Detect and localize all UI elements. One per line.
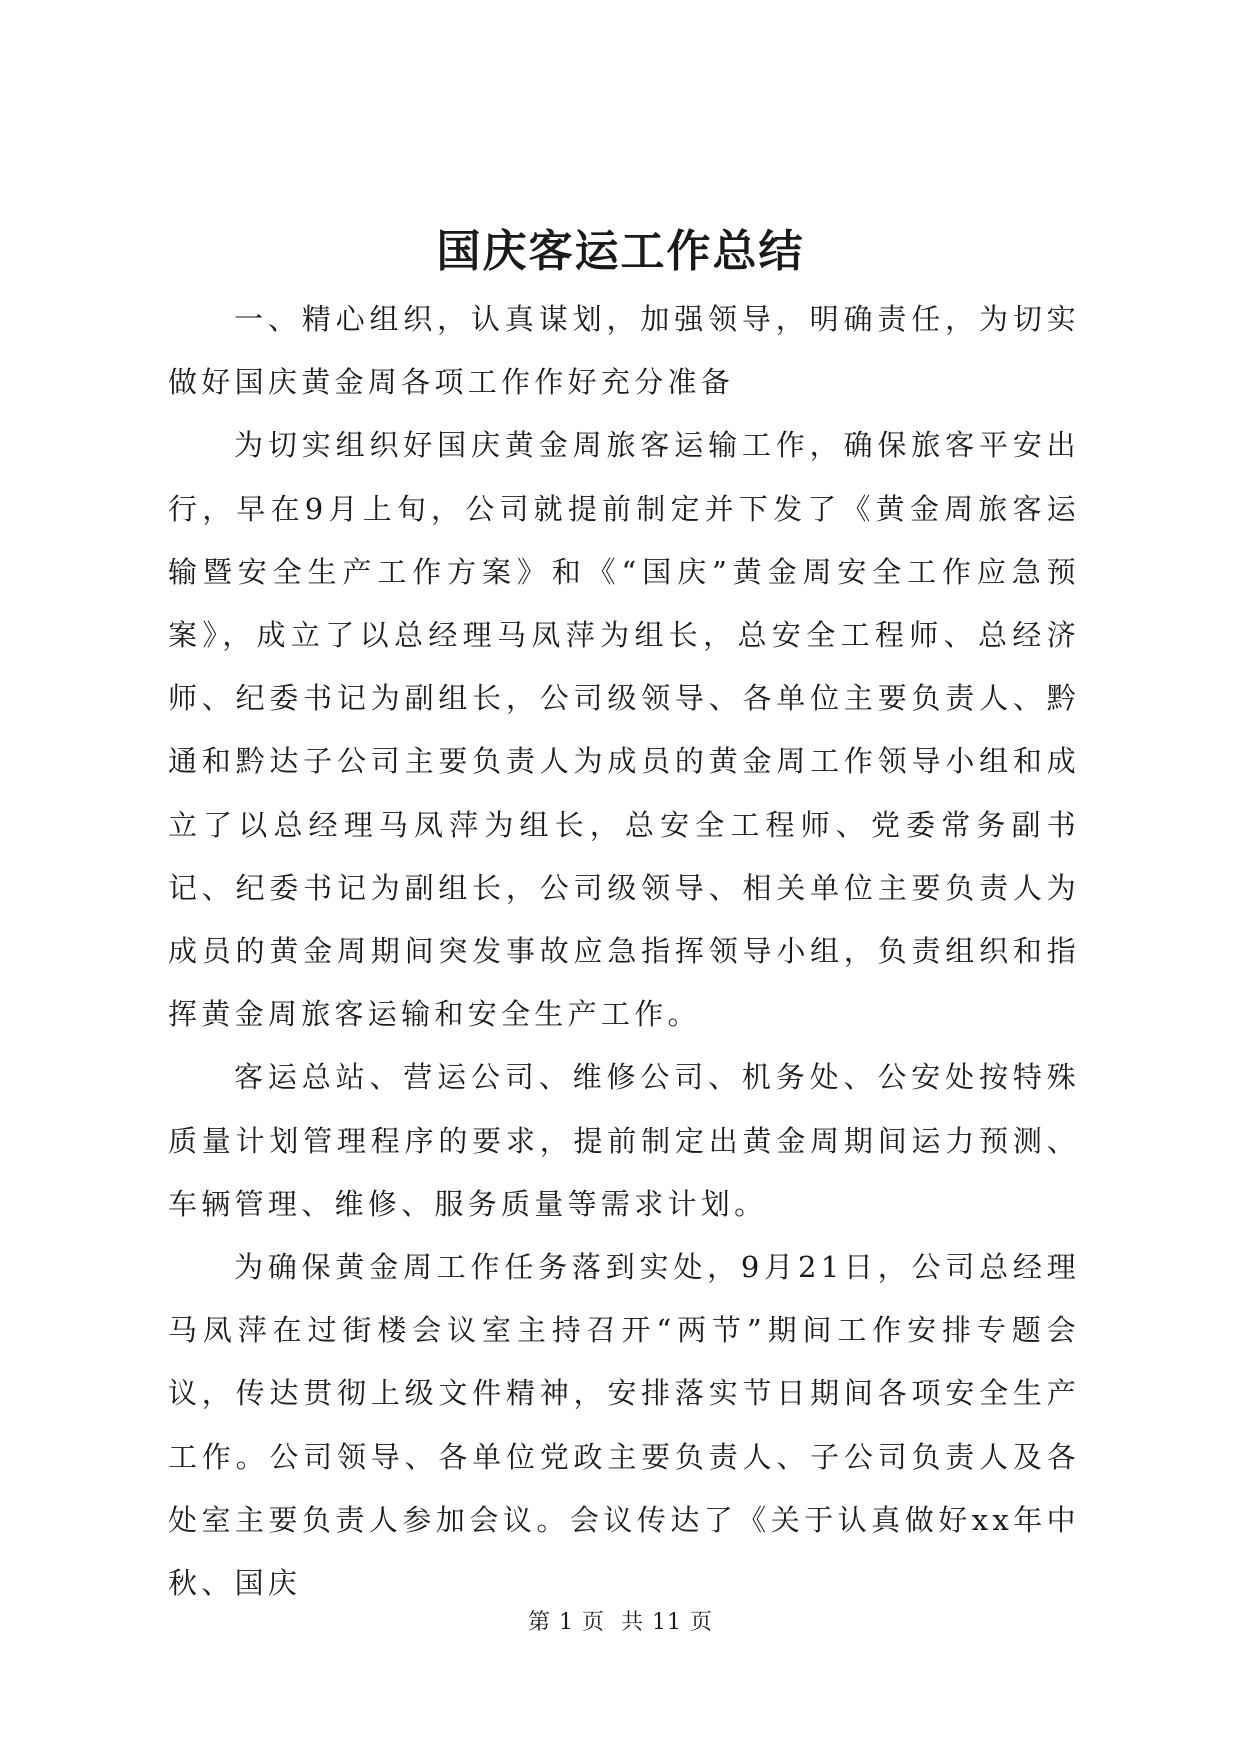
paragraph-3: 客运总站、营运公司、维修公司、机务处、公安处按特殊质量计划管理程序的要求，提前制定出黄金周期间运力预测、车辆管理、维修、服务质量等需求计划。 [168,1060,1080,1221]
paragraph-2: 为切实组织好国庆黄金周旅客运输工作，确保旅客平安出行，早在9月上旬，公司就提前制定并下发了《黄金周旅客运输暨安全生产工作方案》和《“国庆”黄金周安全工作应急预案》，成立了以总经理马凤萍为组长，总安全工程师、总经济师、纪委书记为副组长，公司级领导、各单位主要负责人、黔通和黔达子公司主要负责人为成员的黄金周工作领导小组和成立了以总经理马凤萍为组长，总安全工程师、党委常务副书记、纪委书记为副组长，公司级领导、相关单位主要负责人为成员的黄金周期间突发事故应急指挥领导小组，负责组织和指挥黄金周旅客运输和安全生产工作。 [168,428,1080,1032]
document-title: 国庆客运工作总结 [436,226,805,277]
document-body [168,288,1080,1615]
page-number-footer: 第 1 页 共 11 页 [528,1610,713,1635]
paragraph-heading-1: 一、精心组织，认真谋划，加强领导，明确责任，为切实做好国庆黄金周各项工作作好充分准备 [168,302,1080,400]
paragraph-4: 为确保黄金周工作任务落到实处，9月21日，公司总经理马凤萍在过街楼会议室主持召开“两节”期间工作安排专题会议，传达贯彻上级文件精神，安排落实节日期间各项安全生产工作。公司领导、各单位党政主要负责人、子公司负责人及各处室主要负责人参加会议。会议传达了《关于认真做好xx年中秋、国庆 [168,1250,1080,1601]
